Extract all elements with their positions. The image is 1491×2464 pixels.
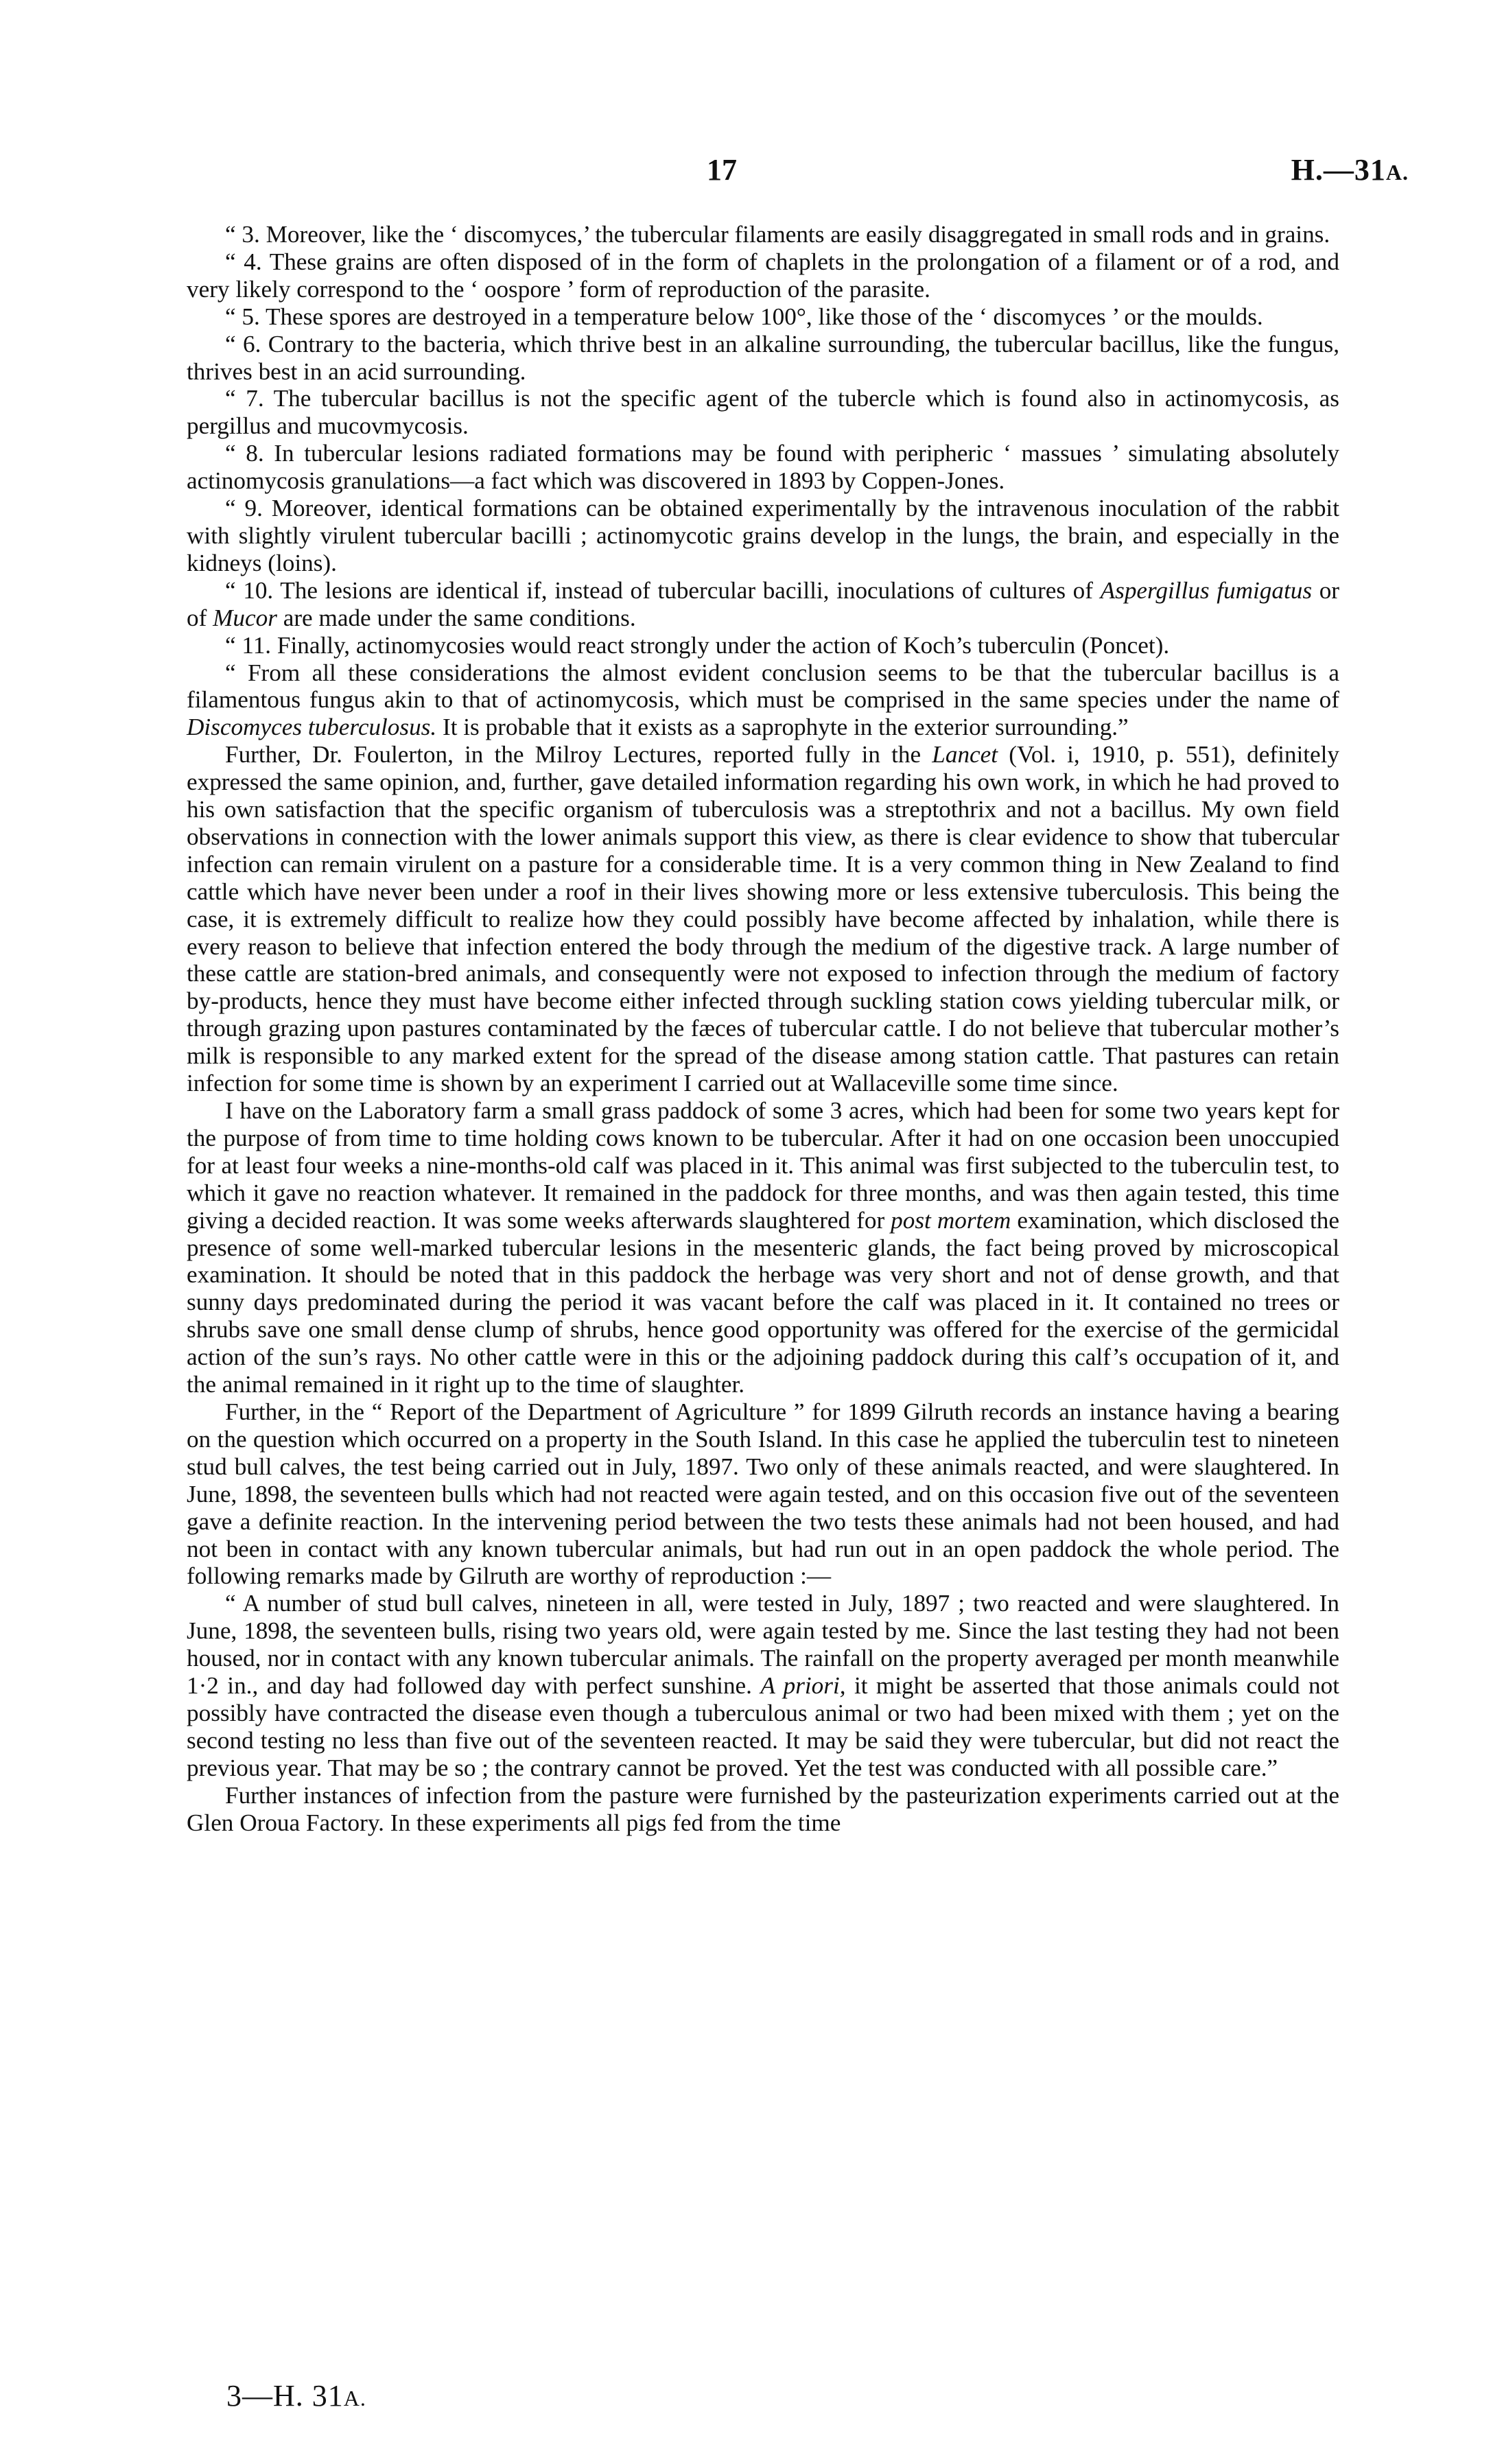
signature-mark: [226, 2378, 366, 2413]
paragraph-item-8: “ 8. In tubercular lesions radiated formations may be found with peripheric ‘ massues ’ simulating absolutely actinomycosis granulations—a fact which was discovered in 1893 by Coppen-Jones.: [187, 440, 1339, 495]
paragraph-foulerton: Further, Dr. Foulerton, in the Milroy Lectures, reported fully in the Lancet (Vol. i, 1910, p. 551), definitely expressed the same opinion, and, further, gave detailed information regarding his own work, in which he had proved to his own satisfaction that the specific organism of tuberculosis was a streptothrix and not a bacillus. My own field observations in connection with the lower animals support this view, as there is clear evidence to show that tubercular infection can remain virulent on a pasture for a considerable time. It is a very common thing in New Zealand to find cattle which have never been under a roof in their lives showing more or less extensive tuberculosis. This being the case, it is extremely difficult to realize how they could possibly have become affected by inhalation, while there is every reason to believe that infection entered the body through the medium of the digestive track. A large number of these cattle are station-bred animals, and consequently were not exposed to infection through the medium of factory by-products, hence they must have become either infected through suckling station cows yielding tubercular milk, or through grazing upon pastures contaminated by the fæces of tubercular cattle. I do not believe that tubercular mother’s milk is responsible to any marked extent for the spread of the disease among station cattle. That pastures can retain infection for some time is shown by an experiment I carried out at Wallaceville some time since.: [187, 741, 1339, 1097]
paragraph-item-9: “ 9. Moreover, identical formations can be obtained experimentally by the intravenous inoculation of the rabbit with slightly virulent tubercular bacilli ; actinomycotic grains develop in the lungs, the brain, and especially in the kidneys (loins).: [187, 495, 1339, 576]
document-reference-main: H.—31: [1291, 153, 1386, 187]
document-reference-suffix: A.: [1385, 160, 1409, 185]
paragraph-item-3: “ 3. Moreover, like the ‘ discomyces,’ the tubercular filaments are easily disaggregated in small rods and in grains.: [225, 221, 1330, 248]
paragraph-item-11: “ 11. Finally, actinomycosies would react strongly under the action of Koch’s tuberculin (Poncet).: [225, 631, 1170, 659]
paragraph-laboratory-farm: I have on the Laboratory farm a small grass paddock of some 3 acres, which had been for some two years kept for the purpose of from time to time holding cows known to be tubercular. After it had on one occasion been unoccupied for at least four weeks a nine-months-old calf was placed in it. This animal was first subjected to the tuberculin test, to which it gave no reaction whatever. It remained in the paddock for three months, and was then again tested, this time giving a decided reaction. It was some weeks afterwards slaughtered for post mortem examination, which disclosed the presence of some well-marked tubercular lesions in the mesenteric glands, the fact being proved by microscopical examination. It should be noted that in this paddock the herbage was very short and not of dense growth, and that sunny days predominated during the period it was vacant before the calf was placed in it. It contained no trees or shrubs save one small dense clump of shrubs, hence good opportunity was offered for the exercise of the germicidal action of the sun’s rays. No other cattle were in this or the adjoining paddock during this calf’s occupation of it, and the animal remained in it right up to the time of slaughter.: [187, 1097, 1339, 1398]
paragraph-gilruth-quote: “ A number of stud bull calves, nineteen in all, were tested in July, 1897 ; two reacted and were slaughtered. In June, 1898, the seventeen bulls, rising two years old, were again tested by me. Since the last testing they had not been housed, nor in contact with any known tubercular animals. The rainfall on the property averaged per month meanwhile 1·2 in., and day had followed day with perfect sunshine. A priori, it might be asserted that those animals could not possibly have contracted the disease even though a tuberculous animal or two had been mixed with them ; yet on the second testing no less than five out of the seventeen reacted. It may be said they were tubercular, but did not react the previous year. That may be so ; the contrary cannot be proved. Yet the test was conducted with all possible care.”: [187, 1590, 1339, 1781]
signature-main: 3—H. 31: [226, 2379, 344, 2413]
paragraph-item-5: “ 5. These spores are destroyed in a temperature below 100°, like those of the ‘ discomyces ’ or the moulds.: [225, 303, 1263, 330]
paragraph-pasteurization: Further instances of infection from the pasture were furnished by the pasteurization experiments carried out at the Glen Oroua Factory. In these experiments all pigs fed from the time: [187, 1781, 1339, 1836]
body-text: [187, 221, 1339, 1836]
document-reference: [1291, 152, 1409, 187]
paragraph-gilruth-report: Further, in the “ Report of the Department of Agriculture ” for 1899 Gilruth records an instance having a bearing on the question which occurred on a property in the South Island. In this case he applied the tuberculin test to nineteen stud bull calves, the test being carried out in July, 1897. Two only of these animals reacted, and were slaughtered. In June, 1898, the seventeen bulls which had not reacted were again tested, and on this occasion five out of the seventeen gave a definite reaction. In the intervening period between the two tests these animals had not been housed, and had not been in contact with any known tubercular animals, but had run out in an open paddock the whole period. The following remarks made by Gilruth are worthy of reproduction :—: [187, 1398, 1339, 1590]
page-number: 17: [707, 153, 737, 187]
paragraph-conclusion-quote: “ From all these considerations the almost evident conclusion seems to be that the tubercular bacillus is a filamentous fungus akin to that of actinomycosis, which must be comprised in the same species under the name of Discomyces tuberculosus. It is probable that it exists as a saprophyte in the exterior surrounding.”: [187, 659, 1339, 741]
paragraph-item-4: “ 4. These grains are often disposed of in the form of chaplets in the prolongation of a filament or of a rod, and very likely correspond to the ‘ oospore ’ form of reproduction of the parasite.: [187, 248, 1339, 303]
signature-suffix: A.: [343, 2386, 366, 2410]
paragraph-item-10: “ 10. The lesions are identical if, instead of tubercular bacilli, inoculations of cultures of Aspergillus fumigatus or of Mucor are made under the same conditions.: [187, 576, 1340, 631]
paragraph-item-6: “ 6. Contrary to the bacteria, which thrive best in an alkaline surrounding, the tubercular bacillus, like the fungus, thrives best in an acid surrounding.: [187, 330, 1339, 385]
paragraph-item-7: “ 7. The tubercular bacillus is not the specific agent of the tubercle which is found also in actinomycosis, as pergillus and mucovmycosis.: [187, 385, 1339, 440]
